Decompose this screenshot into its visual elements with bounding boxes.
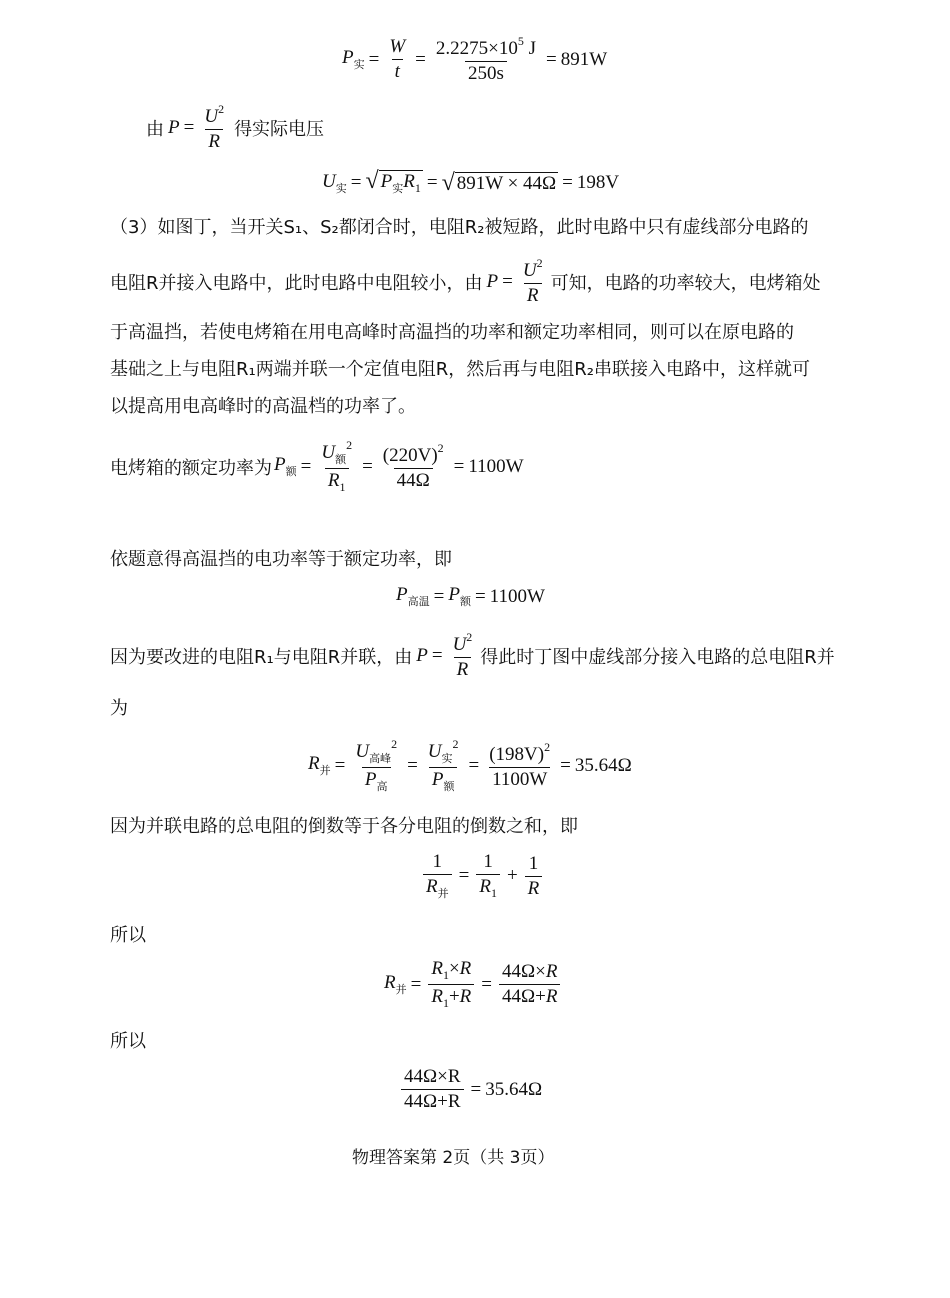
paragraph-line: 因为并联电路的总电阻的倒数等于各分电阻的倒数之和，即 (110, 816, 578, 837)
paragraph-line: （3）如图丁，当开关S₁、S₂都闭合时，电阻R₂被短路，此时电路中只有虚线部分电路的 (110, 217, 809, 238)
paragraph-line: 基础之上与电阻R₁两端并联一个定值电阻R，然后再与电阻R₂串联接入电路中，这样就可 (110, 359, 810, 380)
equation-r-parallel: $R_并$ = $\frac{U_{高峰}^2}{P_高}$ = $\frac{U_实^2}{P_额}$ = $\frac{(198V)^2}{1100W}$ = 35.64Ω (308, 737, 632, 793)
equation-reciprocal: $\frac{1}{R_并}$ = $\frac{1}{R_1}$ + $\frac{1}{R}$ (420, 851, 545, 901)
paragraph-line: 为 (110, 698, 128, 719)
page-footer: 物理答案第 2页（共 3页） (352, 1148, 555, 1168)
equation-r-parallel-formula: $R_并$ = $\frac{R_1\times R}{R_1+R}$ = $\frac{44\Omega\times R}{44\Omega+R}$ (384, 958, 563, 1011)
paragraph-line: 所以 (110, 925, 146, 946)
equation-actual-power: $P_实$ = $\frac{W}{t}$ = $\frac{2.2275\times 10^5 J}{250s}$ = 891W (342, 34, 608, 84)
equation-high-temp: $P_{高温}$ = $P_额$ = 1100W (396, 584, 545, 608)
paragraph-line: 以提高用电高峰时的高温档的功率了。 (110, 396, 416, 417)
paragraph-line: 依题意得高温挡的电功率等于额定功率，即 (110, 549, 452, 570)
equation-rated-power: 电烤箱的额定功率为 $P_额$ = $\frac{U_额^2}{R_1}$ = $\frac{(220V)^2}{44\Omega}$ = 1100W (110, 438, 524, 494)
line-from-formula: 由 P = $\frac{U^2}{R}$ 得实际电压 (146, 102, 325, 152)
equation-actual-voltage: $U_实$ = √ $P_实R_1$ = √ 891W × 44Ω = 198V (322, 168, 620, 196)
paragraph-line: 于高温挡，若使电烤箱在用电高峰时高温挡的功率和额定功率相同，则可以在原电路的 (110, 322, 794, 343)
equation-final: $\frac{44\Omega\times R}{44\Omega+R}$ = 35.64Ω (398, 1066, 542, 1113)
paragraph-line-with-formula: 电阻R并接入电路中，此时电路中电阻较小，由 P = $\frac{U^2}{R}$ 可知，电路的功率较大，电烤箱处 (110, 256, 821, 306)
paragraph-line-with-formula: 因为要改进的电阻R₁与电阻R并联，由 P = $\frac{U^2}{R}$ 得此时丁图中虚线部分接入电路的总电阻R并 (110, 630, 835, 680)
paragraph-line: 所以 (110, 1031, 146, 1052)
